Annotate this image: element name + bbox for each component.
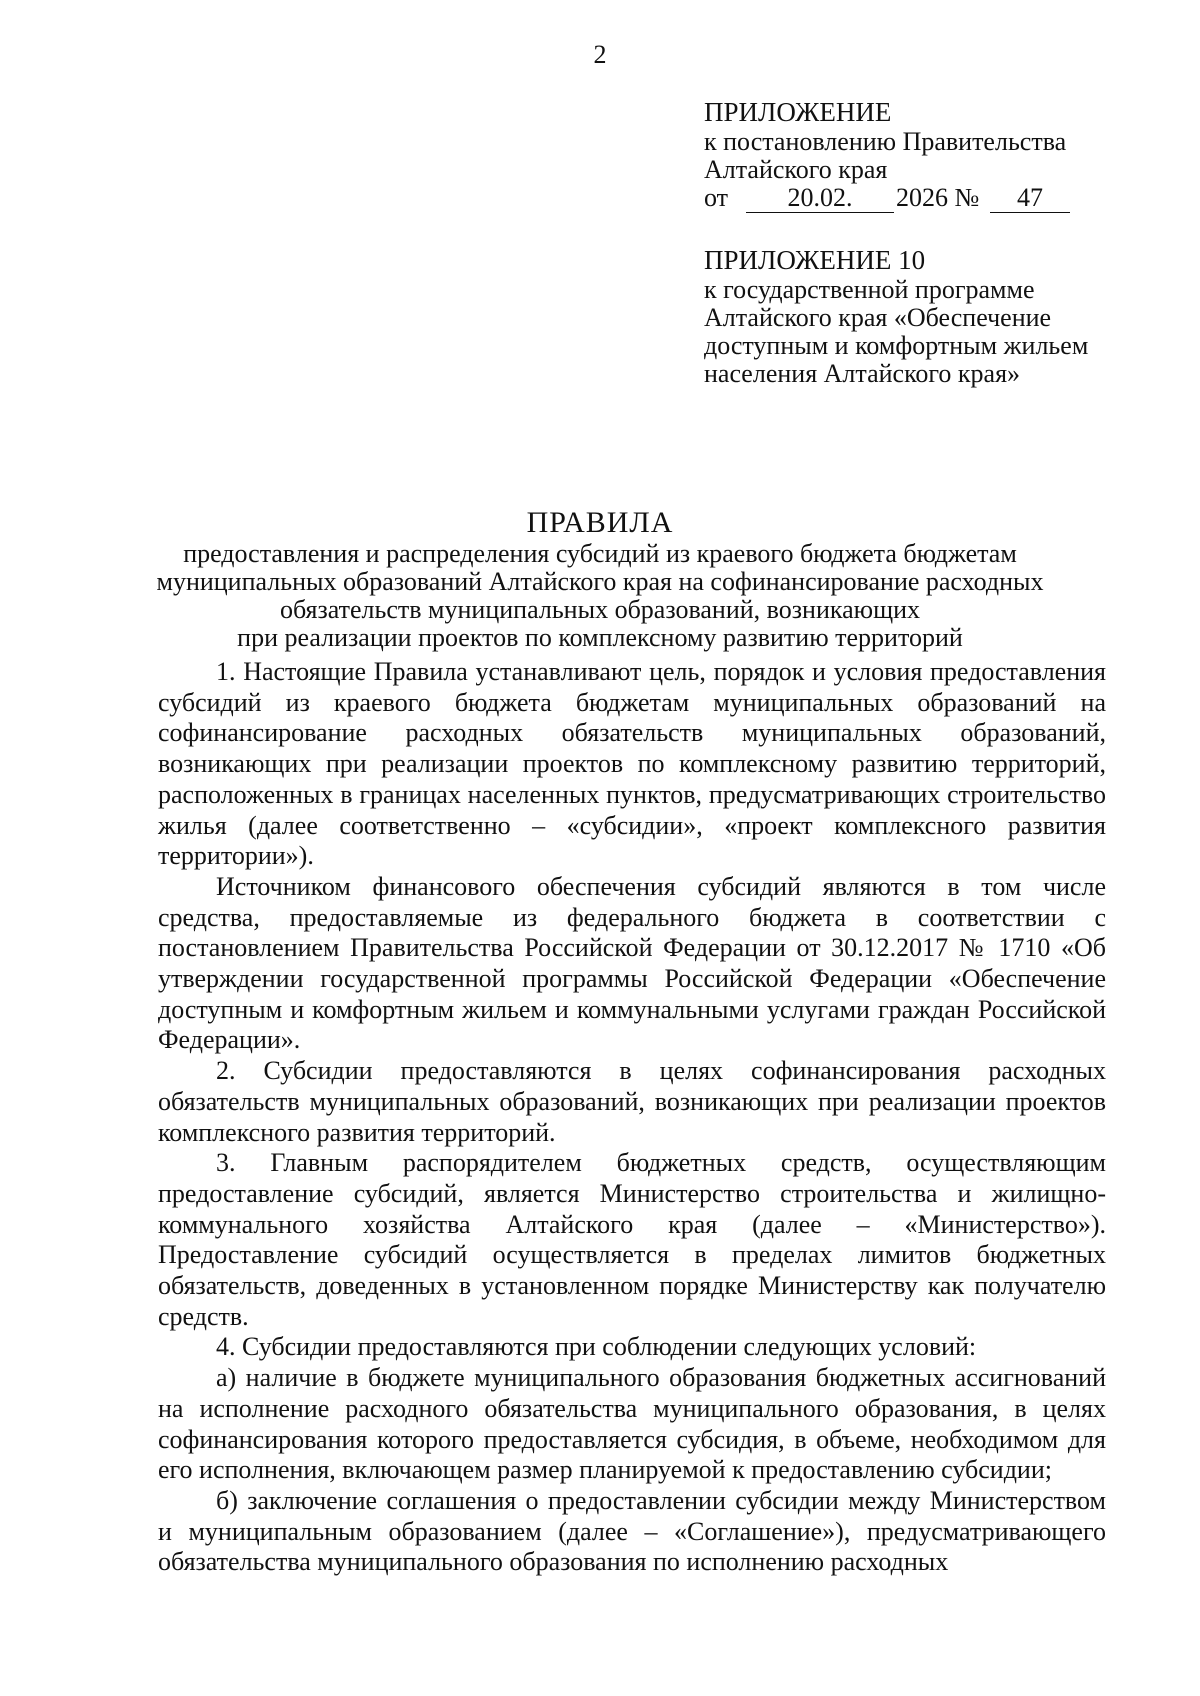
date-prefix: от — [704, 183, 729, 212]
decree-date: 20.02. — [746, 184, 894, 213]
appendix-line: Алтайского края — [704, 155, 888, 184]
appendix-title: ПРИЛОЖЕНИЕ — [704, 97, 892, 127]
decree-number: 47 — [990, 184, 1070, 213]
appendix-header — [704, 96, 1124, 214]
appendix-10-line: к государственной программе — [704, 275, 1035, 304]
paragraph-3: 3. Главным распорядителем бюджетных средств, осуществляющим предоставление субсидий, является Министерство строительства и жилищно-коммунального хозяйства Алтайского края (далее – «Министерство»). Предоставление субсидий осуществляется в пределах лимитов бюджетных обязательств, доведенных в установленном порядке Министерству как получателю средств. — [158, 1148, 1106, 1331]
page-number: 2 — [593, 40, 607, 69]
paragraph-4b: б) заключение соглашения о предоставлении субсидии между Министерством и муниципальным образованием (далее – «Соглашение»), предусматривающего обязательства муниципального образования по исполнению расходных — [158, 1485, 1106, 1577]
document-subtitle — [110, 540, 1090, 652]
document-body — [158, 657, 1106, 1578]
appendix-10-line: Алтайского края «Обеспечение — [704, 303, 1052, 332]
document-title-block — [0, 506, 1200, 652]
paragraph-4a: а) наличие в бюджете муниципального образования бюджетных ассигнований на исполнение расходного обязательства муниципального образования, в целях софинансирования которого предоставляется субсидия, в объеме, необходимом для его исполнения, включающем размер планируемой к предоставлению субсидии; — [158, 1363, 1106, 1485]
paragraph-funding-source: Источником финансового обеспечения субсидий являются в том числе средства, предоставляемые из федерального бюджета в соответствии с постановлением Правительства Российской Федерации от 30.12.2017 № 1710 «Об утверждении государственной программы Российской Федерации «Обеспечение доступным и комфортным жильем и коммунальными услугами граждан Российской Федерации». — [158, 871, 1106, 1055]
decree-year: 2026 № — [896, 183, 980, 212]
appendix-date-line — [704, 184, 1124, 214]
appendix-10-title: ПРИЛОЖЕНИЕ 10 — [704, 245, 926, 275]
document-title: ПРАВИЛА — [526, 506, 674, 539]
subtitle-line: при реализации проектов по комплексному развитию территорий — [237, 623, 963, 652]
paragraph-2: 2. Субсидии предоставляются в целях софинансирования расходных обязательств муниципальных образований, возникающих при реализации проектов комплексного развития территорий. — [158, 1056, 1106, 1147]
subtitle-line: муниципальных образований Алтайского края на софинансирование расходных — [156, 567, 1044, 596]
appendix-line: к постановлению Правительства — [704, 127, 1067, 156]
appendix-10-line: населения Алтайского края» — [704, 359, 1021, 388]
subtitle-line: обязательств муниципальных образований, возникающих — [279, 595, 921, 624]
appendix-10-line: доступным и комфортным жильем — [704, 331, 1089, 360]
paragraph-1: 1. Настоящие Правила устанавливают цель, порядок и условия предоставления субсидий из краевого бюджета бюджетам муниципальных образований на софинансирование расходных обязательств муниципальных образований, возникающих при реализации проектов по комплексному развитию территорий, расположенных в границах населенных пунктов, предусматривающих строительство жилья (далее соответственно – «субсидии», «проект комплексного развития территории»). — [158, 657, 1106, 871]
appendix-10-header — [704, 244, 1124, 388]
paragraph-4: 4. Субсидии предоставляются при соблюдении следующих условий: — [216, 1332, 977, 1362]
subtitle-line: предоставления и распределения субсидий из краевого бюджета бюджетам — [183, 539, 1017, 568]
